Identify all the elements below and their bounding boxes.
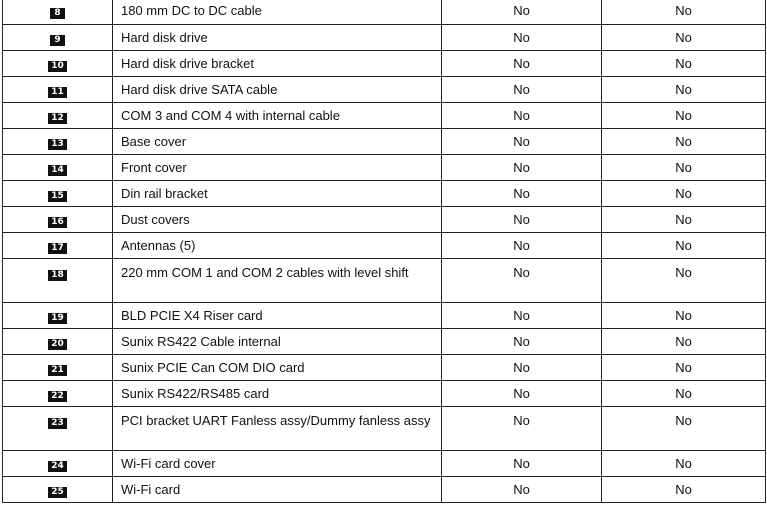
cru-value-cell: No: [442, 328, 602, 354]
part-name-cell: 220 mm COM 1 and COM 2 cables with level shift: [113, 258, 442, 302]
cru-value-cell: No: [442, 102, 602, 128]
cru-value-cell: No: [602, 302, 766, 328]
cru-value-cell: No: [602, 154, 766, 180]
part-name-cell: Front cover: [113, 154, 442, 180]
item-number-badge: 23: [48, 418, 67, 429]
part-name-cell: 180 mm DC to DC cable: [113, 0, 442, 24]
item-number-badge: 8: [50, 8, 65, 19]
cru-value-cell: No: [602, 24, 766, 50]
item-number-badge: 22: [48, 391, 67, 402]
table-row: [3, 128, 766, 154]
cru-value-cell: No: [442, 302, 602, 328]
table-row: [3, 232, 766, 258]
cru-value-cell: No: [442, 232, 602, 258]
cru-value-cell: No: [602, 328, 766, 354]
cru-value-cell: No: [602, 76, 766, 102]
part-name-cell: Wi-Fi card: [113, 476, 442, 502]
cru-value-cell: No: [442, 206, 602, 232]
table-row: [3, 380, 766, 406]
cru-value-cell: No: [602, 476, 766, 502]
item-number-cell: [3, 0, 113, 24]
table-row: [3, 206, 766, 232]
item-number-badge: 18: [48, 270, 67, 281]
table-row: [3, 76, 766, 102]
cru-value-cell: No: [602, 354, 766, 380]
cru-value-cell: No: [442, 128, 602, 154]
item-number-badge: 9: [50, 35, 65, 46]
item-number-cell: [3, 102, 113, 128]
item-number-cell: [3, 450, 113, 476]
table-row: [3, 406, 766, 450]
item-number-cell: [3, 24, 113, 50]
part-name-cell: Base cover: [113, 128, 442, 154]
table-row: [3, 50, 766, 76]
cru-value-cell: No: [442, 258, 602, 302]
table-row: [3, 24, 766, 50]
item-number-cell: [3, 258, 113, 302]
item-number-cell: [3, 302, 113, 328]
item-number-badge: 21: [48, 365, 67, 376]
item-number-badge: 19: [48, 313, 67, 324]
table-row: [3, 302, 766, 328]
item-number-badge: 25: [48, 487, 67, 498]
item-number-cell: [3, 206, 113, 232]
table-row: [3, 154, 766, 180]
part-name-cell: Dust covers: [113, 206, 442, 232]
item-number-badge: 10: [48, 61, 67, 72]
part-name-cell: Hard disk drive: [113, 24, 442, 50]
item-number-cell: [3, 128, 113, 154]
item-number-badge: 20: [48, 339, 67, 350]
cru-value-cell: No: [602, 232, 766, 258]
part-name-cell: Sunix PCIE Can COM DIO card: [113, 354, 442, 380]
cru-value-cell: No: [442, 76, 602, 102]
cru-value-cell: No: [442, 0, 602, 24]
cru-value-cell: No: [602, 50, 766, 76]
item-number-cell: [3, 232, 113, 258]
item-number-cell: [3, 406, 113, 450]
cru-value-cell: No: [442, 476, 602, 502]
item-number-cell: [3, 50, 113, 76]
item-number-badge: 14: [48, 165, 67, 176]
parts-table: [2, 0, 766, 503]
cru-value-cell: No: [602, 258, 766, 302]
item-number-cell: [3, 476, 113, 502]
cru-value-cell: No: [442, 50, 602, 76]
part-name-cell: Wi-Fi card cover: [113, 450, 442, 476]
item-number-cell: [3, 76, 113, 102]
part-name-cell: Hard disk drive SATA cable: [113, 76, 442, 102]
table-row: [3, 450, 766, 476]
cru-value-cell: No: [442, 354, 602, 380]
cru-value-cell: No: [602, 380, 766, 406]
item-number-badge: 17: [48, 243, 67, 254]
cru-value-cell: No: [442, 154, 602, 180]
cru-value-cell: No: [442, 180, 602, 206]
table-row: [3, 354, 766, 380]
table-row: [3, 328, 766, 354]
item-number-cell: [3, 328, 113, 354]
part-name-cell: Sunix RS422 Cable internal: [113, 328, 442, 354]
item-number-cell: [3, 154, 113, 180]
cru-value-cell: No: [602, 180, 766, 206]
item-number-badge: 24: [48, 461, 67, 472]
item-number-badge: 11: [48, 87, 67, 98]
parts-table-body: [3, 0, 766, 502]
cru-value-cell: No: [602, 0, 766, 24]
cru-value-cell: No: [602, 406, 766, 450]
item-number-cell: [3, 180, 113, 206]
item-number-cell: [3, 380, 113, 406]
part-name-cell: BLD PCIE X4 Riser card: [113, 302, 442, 328]
item-number-badge: 15: [48, 191, 67, 202]
table-row: [3, 0, 766, 24]
cru-value-cell: No: [442, 24, 602, 50]
part-name-cell: Hard disk drive bracket: [113, 50, 442, 76]
cru-value-cell: No: [442, 450, 602, 476]
item-number-cell: [3, 354, 113, 380]
table-row: [3, 258, 766, 302]
cru-value-cell: No: [602, 128, 766, 154]
part-name-cell: PCI bracket UART Fanless assy/Dummy fanless assy: [113, 406, 442, 450]
part-name-cell: COM 3 and COM 4 with internal cable: [113, 102, 442, 128]
item-number-badge: 16: [48, 217, 67, 228]
cru-value-cell: No: [602, 206, 766, 232]
cru-value-cell: No: [602, 450, 766, 476]
cru-value-cell: No: [442, 406, 602, 450]
item-number-badge: 13: [48, 139, 67, 150]
table-row: [3, 180, 766, 206]
part-name-cell: Din rail bracket: [113, 180, 442, 206]
cru-value-cell: No: [442, 380, 602, 406]
table-row: [3, 476, 766, 502]
part-name-cell: Sunix RS422/RS485 card: [113, 380, 442, 406]
cru-value-cell: No: [602, 102, 766, 128]
part-name-cell: Antennas (5): [113, 232, 442, 258]
table-row: [3, 102, 766, 128]
item-number-badge: 12: [48, 113, 67, 124]
